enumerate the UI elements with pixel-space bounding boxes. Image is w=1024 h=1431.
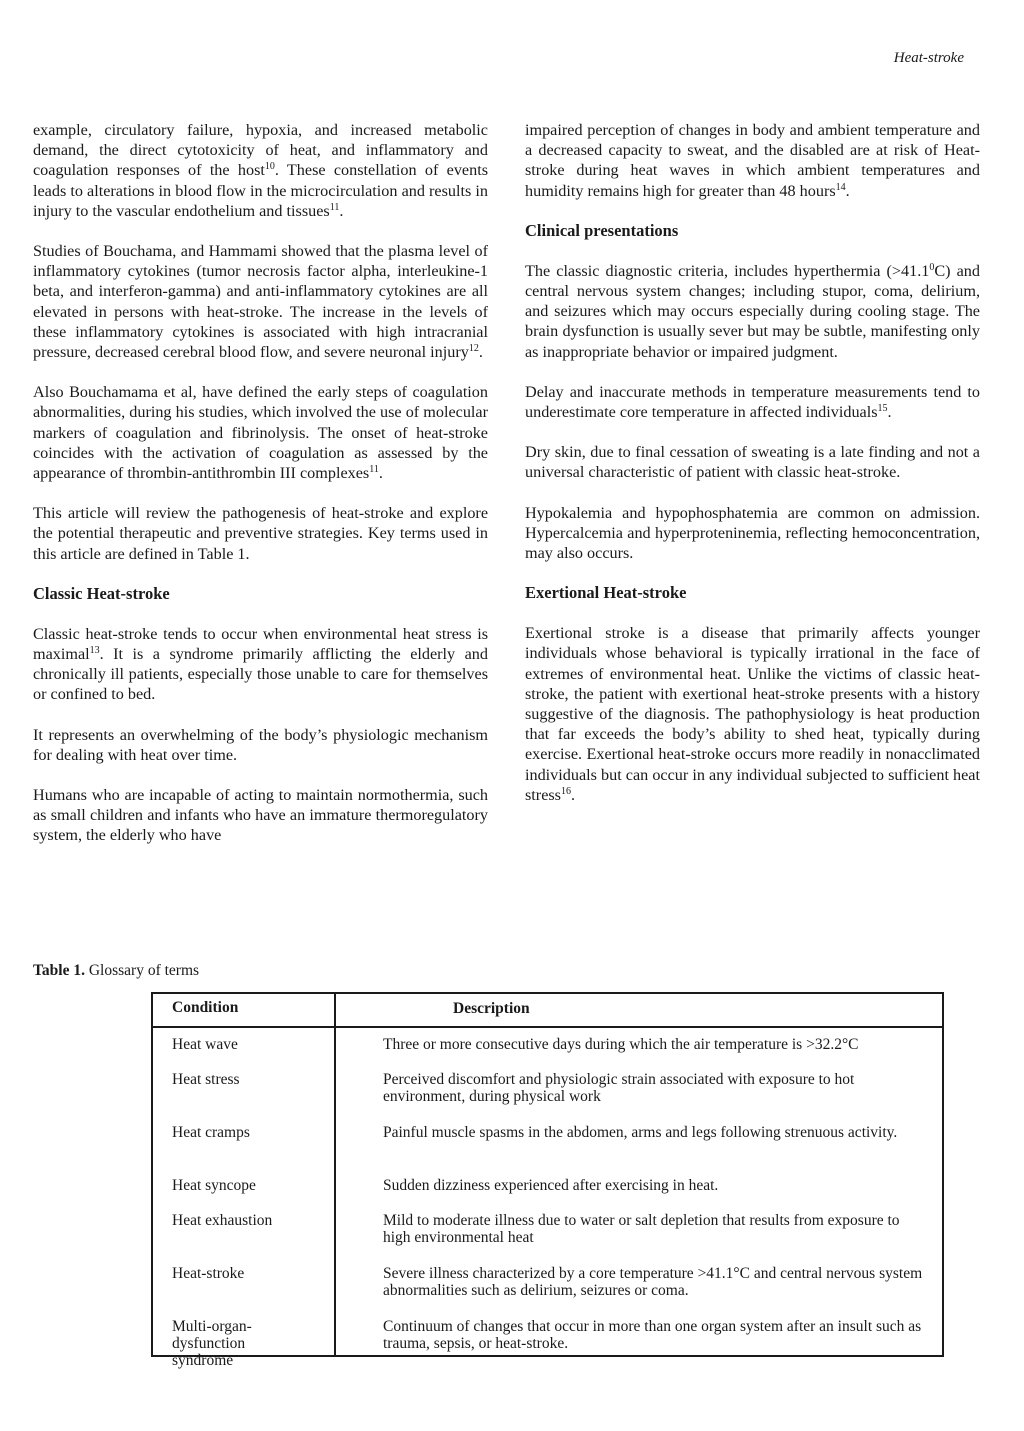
running-header: Heat-stroke — [893, 50, 964, 66]
table-caption — [33, 962, 199, 980]
paragraph: Dry skin, due to final cessation of sweating is a late finding and not a universal characteristic of patient with classic heat-stroke. — [525, 443, 980, 482]
column-divider — [334, 994, 336, 1355]
condition-cell: Heat cramps — [172, 1124, 250, 1141]
paragraph: This article will review the pathogenesis of heat-stroke and explore the potential therapeutic and preventive strategies. Key terms used in this article are defined in Table 1. — [33, 504, 488, 563]
header-description: Description — [453, 1000, 530, 1017]
section-heading-exertional: Exertional Heat-stroke — [525, 583, 687, 603]
description-cell: Three or more consecutive days during which the air temperature is >32.2°C — [383, 1036, 859, 1053]
paragraph: Also Bouchamama et al, have defined the early steps of coagulation abnormalities, during his studies, which involved the use of molecular markers of coagulation and fibrinolysis. The onset of heat-stroke coincides with the activation of coagulation as assessed by the appearance of thrombin-antithrombin III complexes$^{11}$. — [33, 383, 488, 483]
paragraph: Classic heat-stroke tends to occur when environmental heat stress is maximal$^{13}$. It is a syndrome primarily afflicting the elderly and chronically ill patients, especially those unable to care for themselves or confined to bed. — [33, 624, 488, 704]
description-cell: Perceived discomfort and physiologic strain associated with exposure to hot environment, during physical work — [383, 1071, 855, 1105]
section-heading-clinical: Clinical presentations — [525, 220, 679, 240]
paragraph: Humans who are incapable of acting to maintain normothermia, such as small children and infants who have an immature thermoregulatory system, the elderly who have — [33, 786, 488, 845]
header-divider — [153, 1026, 942, 1028]
description-cell: Continuum of changes that occur in more than one organ system after an insult such as trauma, sepsis, or heat-stroke. — [383, 1318, 922, 1352]
paragraph: Hypokalemia and hypophosphatemia are common on admission. Hypercalcemia and hyperproteninemia, reflecting hemoconcentration, may also occurs. — [525, 503, 980, 563]
section-heading-classic: Classic Heat-stroke — [33, 583, 170, 603]
citation: 10 — [264, 161, 275, 173]
citation: 16 — [560, 785, 571, 797]
citation: 13 — [89, 645, 100, 657]
condition-cell: Heat wave — [172, 1036, 238, 1053]
paragraph: Exertional stroke is a disease that primarily affects younger individuals whose behavioral is typically irrational in the face of extremes of environmental heat. Unlike the victims of classic heat-stroke, the patient with exertional heat-stroke presents with a history suggestive of the diagnosis. The pathophysiology is heat production that far exceeds the body’s ability to shed heat, typically during exercise. Exertional heat-stroke occurs more readily in nonacclimated individuals but can occur in any individual subjected to sufficient heat stress$^{16}$. — [525, 624, 980, 804]
header-condition: Condition — [172, 999, 239, 1016]
paragraph: The classic diagnostic criteria, includes hyperthermia $(>41.1^0C)$ and central nervous system changes; including stupor, coma, delirium, and seizures which may occurs especially during cooling stage. The brain dysfunction is usually sever but may be subtle, manifesting only as inappropriate behavior or impaired judgment. — [525, 261, 980, 361]
citation: 14 — [835, 181, 846, 193]
table-title: Glossary of terms — [88, 962, 200, 979]
condition-cell: Heat-stroke — [172, 1265, 245, 1282]
condition-cell: Heat stress — [172, 1071, 240, 1088]
paragraph: example, circulatory failure, hypoxia, and increased metabolic demand, the direct cytotoxicity of heat, and inflammatory and coagulation responses of the host$^{10}$. These constellation of events leads to alterations in blood flow in the microcirculation and results in injury to the vascular endothelium and tissues$^{11}$. — [33, 121, 488, 220]
condition-cell: Heat exhaustion — [172, 1212, 273, 1229]
citation: 12 — [468, 343, 479, 355]
paragraph: impaired perception of changes in body and ambient temperature and a decreased capacity to sweat, and the disabled are at risk of Heat-stroke during heat waves in which ambient temperatures and humidity remains high for greater than 48 hours$^{14}$. — [525, 121, 980, 200]
description-cell: Mild to moderate illness due to water or salt depletion that results from exposure to high environmental heat — [383, 1212, 900, 1246]
citation: 11 — [369, 464, 379, 476]
left-column — [33, 120, 488, 866]
paragraph: It represents an overwhelming of the body’s physiologic mechanism for dealing with heat over time. — [33, 725, 488, 764]
description-cell: Severe illness characterized by a core temperature >41.1°C and central nervous system abnormalities such as delirium, seizures or coma. — [383, 1265, 923, 1299]
citation: 11 — [329, 201, 340, 213]
paragraph: Studies of Bouchama, and Hammami showed that the plasma level of inflammatory cytokines (tumor necrosis factor alpha, interleukine-1 beta, and interferon-gamma) and anti-inflammatory cytokines are all elevated in persons with heat-stroke. The increase in the levels of these inflammatory cytokines is associated with high intracranial pressure, decreased cerebral blood flow, and severe neuronal injury$^{12}$. — [33, 242, 488, 362]
description-cell: Sudden dizziness experienced after exercising in heat. — [383, 1177, 719, 1194]
glossary-table — [151, 992, 944, 1369]
paragraph: Delay and inaccurate methods in temperature measurements tend to underestimate core temperature in affected individuals$^{15}$. — [525, 382, 980, 422]
degree-mark: 0 — [929, 261, 935, 273]
condition-cell: Heat syncope — [172, 1177, 256, 1194]
right-column — [525, 120, 980, 825]
condition-cell: Multi-organ-dysfunction syndrome — [172, 1318, 252, 1369]
citation: 15 — [877, 403, 888, 415]
description-cell: Painful muscle spasms in the abdomen, arms and legs following strenuous activity. — [383, 1124, 898, 1141]
table-label: Table 1. — [33, 962, 85, 979]
